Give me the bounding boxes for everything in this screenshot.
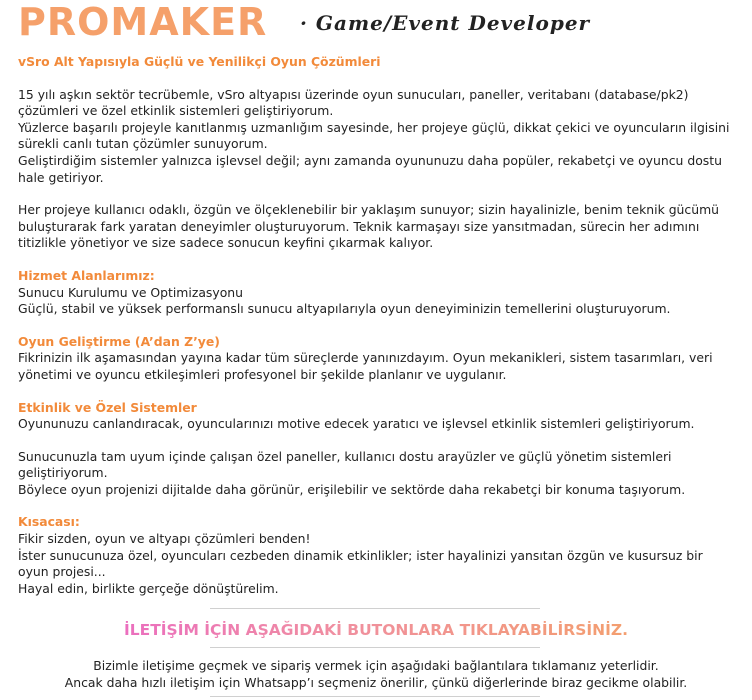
divider (210, 608, 540, 609)
spacer (18, 498, 736, 514)
development-text: Fikrinizin ilk aşamasından yayına kadar tüm süreçlerde yanınızdayım. Oyun mekanikleri, sistem tasarımları, veri yönetimi ve oyuncu etkileşimleri profesyonel bir şekilde planlanır ve uygulanır. (18, 350, 713, 382)
summary-line: Hayal edin, birlikte gerçeğe dönüştürelim. (18, 580, 279, 596)
brand-logo: PROMAKER (18, 0, 268, 44)
service-item-title: Sunucu Kurulumu ve Optimizasyonu (18, 284, 243, 300)
spacer (18, 318, 736, 334)
events-text: Sunucunuzla tam uyum içinde çalışan özel paneller, kullanıcı dostu arayüzler ve güçlü yönetim sistemleri geliştiriyorum. (18, 448, 672, 481)
summary-title: Kısacası: (18, 514, 80, 530)
footer-line: Ancak daha hızlı iletişim için Whatsapp’ı seçmeniz önerilir, çünkü diğerlerinde biraz gecikme olabilir. (64, 675, 688, 690)
footer-line: Bizimle iletişime geçmek ve sipariş vermek için aşağıdaki bağlantılara tıklamanız yeterlidir. (93, 658, 659, 673)
intro-title: vSro Alt Yapısıyla Güçlü ve Yenilikçi Oyun Çözümleri (18, 54, 381, 69)
intro-paragraph: Geliştirdiğim sistemler yalnızca işlevsel değil; aynı zamanda oyununuzu daha popüler, rekabetçi ve oyuncu dostu hale getiriyor. (18, 152, 722, 185)
cta-heading: İLETİŞİM İÇİN AŞAĞIDAKİ BUTONLARA TIKLAYABİLİRSİNİZ. (0, 619, 752, 641)
header (18, 0, 738, 44)
service-item-text: Güçlü, stabil ve yüksek performanslı sunucu altyapılarıyla oyun deneyiminizin temellerini oluşturuyorum. (18, 301, 671, 317)
intro-paragraph: Her projeye kullanıcı odaklı, özgün ve ölçeklenebilir bir yaklaşım sunuyor; sizin hayalinizle, benim teknik gücümü buluşturarak fark yaratan deneyimler oluşturuyorum. Teknik karmaşayı size yansıtmadan, sürecin her adımını titizlikle yönetiyor ve size sadece sonucun keyfini çıkarmak kalıyor. (18, 202, 720, 251)
footer-note (0, 657, 752, 691)
description-content (18, 54, 736, 597)
development-title: Oyun Geliştirme (A’dan Z’ye) (18, 333, 220, 349)
spacer (18, 384, 736, 400)
divider (210, 647, 540, 648)
events-text: Oyununuzu canlandıracak, oyuncularınızı motive edecek yaratıcı ve işlevsel etkinlik sistemleri geliştiriyorum. (18, 416, 695, 432)
brand-tagline: · Game/Event Developer (300, 11, 591, 35)
intro-paragraph: Yüzlerce başarılı projeyle kanıtlanmış uzmanlığım sayesinde, her projeye güçlü, dikkat çekici ve oyuncuların ilgisini sürekli canlı tutan çözümler sunuyorum. (18, 119, 730, 152)
divider (210, 696, 540, 697)
spacer (18, 186, 736, 202)
events-title: Etkinlik ve Özel Sistemler (18, 399, 197, 415)
services-title: Hizmet Alanlarımız: (18, 267, 155, 283)
summary-line: Fikir sizden, oyun ve altyapı çözümleri benden! (18, 531, 311, 547)
summary-line: İster sunucunuza özel, oyuncuları cezbeden dinamik etkinlikler; ister hayalinizi yansıtan özgün ve kusursuz bir oyun projesi... (18, 547, 703, 580)
intro-paragraph: 15 yılı aşkın sektör tecrübemle, vSro altyapısı üzerinde oyun sunucuları, paneller, veritabanı (database/pk2) çözümleri ve özel etkinlik sistemleri geliştiriyorum. (18, 86, 689, 119)
spacer (18, 252, 736, 268)
spacer (18, 71, 736, 87)
events-text: Böylece oyun projenizi dijitalde daha görünür, erişilebilir ve sektörde daha rekabetçi bir konuma taşıyorum. (18, 481, 686, 497)
spacer (18, 433, 736, 449)
